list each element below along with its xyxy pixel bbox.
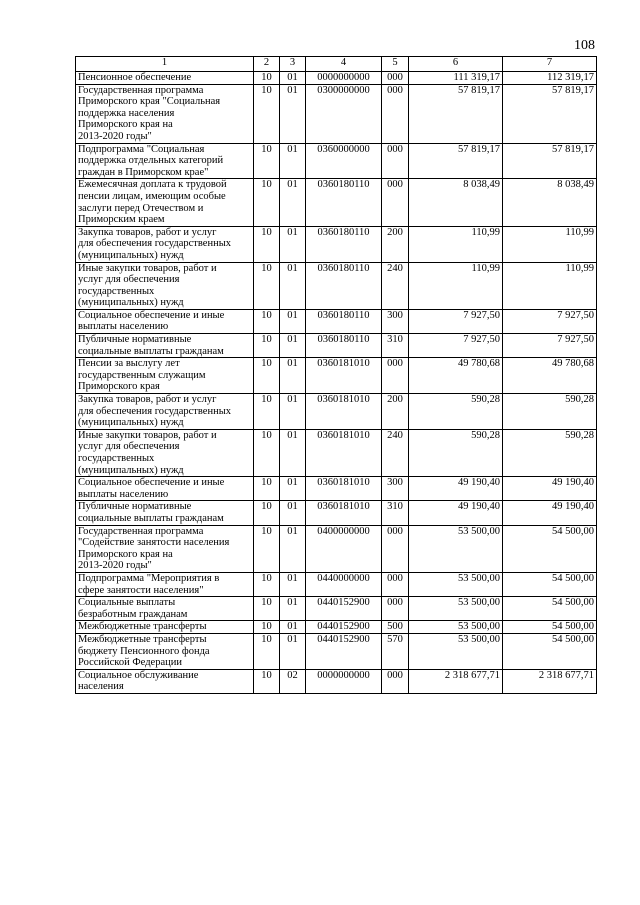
amount-col-7: 112 319,17 [503, 72, 597, 85]
row-name: Государственная программа "Содействие занятости населения Приморского края на 2013-2020 годы" [76, 525, 254, 572]
target-article-code: 0360180110 [306, 179, 382, 226]
table-row [76, 84, 597, 143]
row-name: Закупка товаров, работ и услуг для обеспечения государственных (муниципальных) нужд [76, 394, 254, 430]
subsection-code: 02 [280, 669, 306, 693]
subsection-code: 01 [280, 477, 306, 501]
amount-col-6: 57 819,17 [409, 143, 503, 179]
amount-col-7: 110,99 [503, 226, 597, 262]
target-article-code: 0360180110 [306, 309, 382, 333]
target-article-code: 0360181010 [306, 477, 382, 501]
subsection-code: 01 [280, 525, 306, 572]
target-article-code: 0360180110 [306, 334, 382, 358]
amount-col-7: 7 927,50 [503, 309, 597, 333]
section-code: 10 [254, 501, 280, 525]
table-row [76, 429, 597, 476]
expense-type-code: 300 [382, 477, 409, 501]
amount-col-7: 110,99 [503, 262, 597, 309]
target-article-code: 0360000000 [306, 143, 382, 179]
expense-type-code: 000 [382, 143, 409, 179]
subsection-code: 01 [280, 179, 306, 226]
subsection-code: 01 [280, 621, 306, 634]
amount-col-7: 7 927,50 [503, 334, 597, 358]
expense-type-code: 200 [382, 394, 409, 430]
section-code: 10 [254, 597, 280, 621]
section-code: 10 [254, 572, 280, 596]
target-article-code: 0360181010 [306, 358, 382, 394]
expense-type-code: 240 [382, 262, 409, 309]
expense-type-code: 000 [382, 72, 409, 85]
table-row [76, 72, 597, 85]
amount-col-7: 49 190,40 [503, 501, 597, 525]
amount-col-6: 49 780,68 [409, 358, 503, 394]
amount-col-6: 49 190,40 [409, 501, 503, 525]
amount-col-6: 57 819,17 [409, 84, 503, 143]
section-code: 10 [254, 358, 280, 394]
amount-col-7: 54 500,00 [503, 621, 597, 634]
expense-type-code: 500 [382, 621, 409, 634]
column-header: 6 [409, 57, 503, 72]
target-article-code: 0000000000 [306, 669, 382, 693]
section-code: 10 [254, 621, 280, 634]
expense-type-code: 300 [382, 309, 409, 333]
table-row [76, 501, 597, 525]
target-article-code: 0440152900 [306, 621, 382, 634]
column-header: 7 [503, 57, 597, 72]
amount-col-6: 53 500,00 [409, 572, 503, 596]
target-article-code: 0000000000 [306, 72, 382, 85]
row-name: Публичные нормативные социальные выплаты гражданам [76, 501, 254, 525]
row-name: Социальное обслуживание населения [76, 669, 254, 693]
subsection-code: 01 [280, 226, 306, 262]
section-code: 10 [254, 429, 280, 476]
subsection-code: 01 [280, 633, 306, 669]
target-article-code: 0360181010 [306, 429, 382, 476]
amount-col-6: 2 318 677,71 [409, 669, 503, 693]
budget-table [75, 56, 597, 694]
amount-col-7: 54 500,00 [503, 572, 597, 596]
table-row [76, 394, 597, 430]
row-name: Социальные выплаты безработным гражданам [76, 597, 254, 621]
column-header: 1 [76, 57, 254, 72]
row-name: Иные закупки товаров, работ и услуг для обеспечения государственных (муниципальных) нужд [76, 262, 254, 309]
expense-type-code: 240 [382, 429, 409, 476]
table-row [76, 262, 597, 309]
subsection-code: 01 [280, 358, 306, 394]
target-article-code: 0360180110 [306, 226, 382, 262]
subsection-code: 01 [280, 394, 306, 430]
column-header: 4 [306, 57, 382, 72]
target-article-code: 0360181010 [306, 501, 382, 525]
row-name: Иные закупки товаров, работ и услуг для обеспечения государственных (муниципальных) нужд [76, 429, 254, 476]
amount-col-6: 8 038,49 [409, 179, 503, 226]
section-code: 10 [254, 72, 280, 85]
table-row [76, 669, 597, 693]
section-code: 10 [254, 525, 280, 572]
subsection-code: 01 [280, 597, 306, 621]
amount-col-7: 57 819,17 [503, 143, 597, 179]
amount-col-6: 590,28 [409, 394, 503, 430]
header-row [76, 57, 597, 72]
amount-col-6: 590,28 [409, 429, 503, 476]
expense-type-code: 310 [382, 334, 409, 358]
amount-col-7: 49 190,40 [503, 477, 597, 501]
section-code: 10 [254, 84, 280, 143]
section-code: 10 [254, 226, 280, 262]
table-row [76, 525, 597, 572]
target-article-code: 0400000000 [306, 525, 382, 572]
row-name: Подпрограмма "Социальная поддержка отдельных категорий граждан в Приморском крае" [76, 143, 254, 179]
table-row [76, 334, 597, 358]
subsection-code: 01 [280, 72, 306, 85]
amount-col-6: 110,99 [409, 262, 503, 309]
target-article-code: 0440152900 [306, 633, 382, 669]
target-article-code: 0300000000 [306, 84, 382, 143]
table-row [76, 633, 597, 669]
row-name: Межбюджетные трансферты [76, 621, 254, 634]
table-row [76, 358, 597, 394]
subsection-code: 01 [280, 429, 306, 476]
amount-col-6: 53 500,00 [409, 633, 503, 669]
subsection-code: 01 [280, 84, 306, 143]
subsection-code: 01 [280, 572, 306, 596]
row-name: Подпрограмма "Мероприятия в сфере занятости населения" [76, 572, 254, 596]
row-name: Социальное обеспечение и иные выплаты населению [76, 309, 254, 333]
amount-col-6: 111 319,17 [409, 72, 503, 85]
column-header: 5 [382, 57, 409, 72]
row-name: Пенсии за выслугу лет государственным служащим Приморского края [76, 358, 254, 394]
table-row [76, 179, 597, 226]
expense-type-code: 000 [382, 669, 409, 693]
section-code: 10 [254, 394, 280, 430]
amount-col-7: 8 038,49 [503, 179, 597, 226]
row-name: Межбюджетные трансферты бюджету Пенсионного фонда Российской Федерации [76, 633, 254, 669]
target-article-code: 0440152900 [306, 597, 382, 621]
table-row [76, 621, 597, 634]
subsection-code: 01 [280, 334, 306, 358]
section-code: 10 [254, 334, 280, 358]
row-name: Социальное обеспечение и иные выплаты населению [76, 477, 254, 501]
row-name: Закупка товаров, работ и услуг для обеспечения государственных (муниципальных) нужд [76, 226, 254, 262]
subsection-code: 01 [280, 262, 306, 309]
amount-col-7: 49 780,68 [503, 358, 597, 394]
section-code: 10 [254, 669, 280, 693]
target-article-code: 0360181010 [306, 394, 382, 430]
subsection-code: 01 [280, 309, 306, 333]
target-article-code: 0360180110 [306, 262, 382, 309]
expense-type-code: 000 [382, 358, 409, 394]
column-header: 2 [254, 57, 280, 72]
amount-col-7: 2 318 677,71 [503, 669, 597, 693]
section-code: 10 [254, 633, 280, 669]
amount-col-6: 7 927,50 [409, 334, 503, 358]
amount-col-7: 590,28 [503, 429, 597, 476]
amount-col-6: 7 927,50 [409, 309, 503, 333]
section-code: 10 [254, 179, 280, 226]
section-code: 10 [254, 477, 280, 501]
table-row [76, 226, 597, 262]
row-name: Пенсионное обеспечение [76, 72, 254, 85]
row-name: Государственная программа Приморского края "Социальная поддержка населения Приморского края на 2013-2020 годы" [76, 84, 254, 143]
table-row [76, 597, 597, 621]
target-article-code: 0440000000 [306, 572, 382, 596]
amount-col-7: 54 500,00 [503, 525, 597, 572]
expense-type-code: 000 [382, 179, 409, 226]
expense-type-code: 200 [382, 226, 409, 262]
subsection-code: 01 [280, 501, 306, 525]
table-row [76, 477, 597, 501]
page-number: 108 [574, 38, 595, 53]
expense-type-code: 000 [382, 597, 409, 621]
amount-col-6: 110,99 [409, 226, 503, 262]
section-code: 10 [254, 309, 280, 333]
expense-type-code: 310 [382, 501, 409, 525]
amount-col-6: 49 190,40 [409, 477, 503, 501]
expense-type-code: 570 [382, 633, 409, 669]
table-row [76, 143, 597, 179]
amount-col-7: 590,28 [503, 394, 597, 430]
amount-col-7: 54 500,00 [503, 633, 597, 669]
expense-type-code: 000 [382, 572, 409, 596]
row-name: Ежемесячная доплата к трудовой пенсии лицам, имеющим особые заслуги перед Отечеством и Приморским краем [76, 179, 254, 226]
amount-col-6: 53 500,00 [409, 621, 503, 634]
section-code: 10 [254, 262, 280, 309]
row-name: Публичные нормативные социальные выплаты гражданам [76, 334, 254, 358]
table-row [76, 572, 597, 596]
amount-col-7: 57 819,17 [503, 84, 597, 143]
amount-col-7: 54 500,00 [503, 597, 597, 621]
expense-type-code: 000 [382, 525, 409, 572]
amount-col-6: 53 500,00 [409, 525, 503, 572]
column-header: 3 [280, 57, 306, 72]
subsection-code: 01 [280, 143, 306, 179]
expense-type-code: 000 [382, 84, 409, 143]
amount-col-6: 53 500,00 [409, 597, 503, 621]
table-row [76, 309, 597, 333]
section-code: 10 [254, 143, 280, 179]
